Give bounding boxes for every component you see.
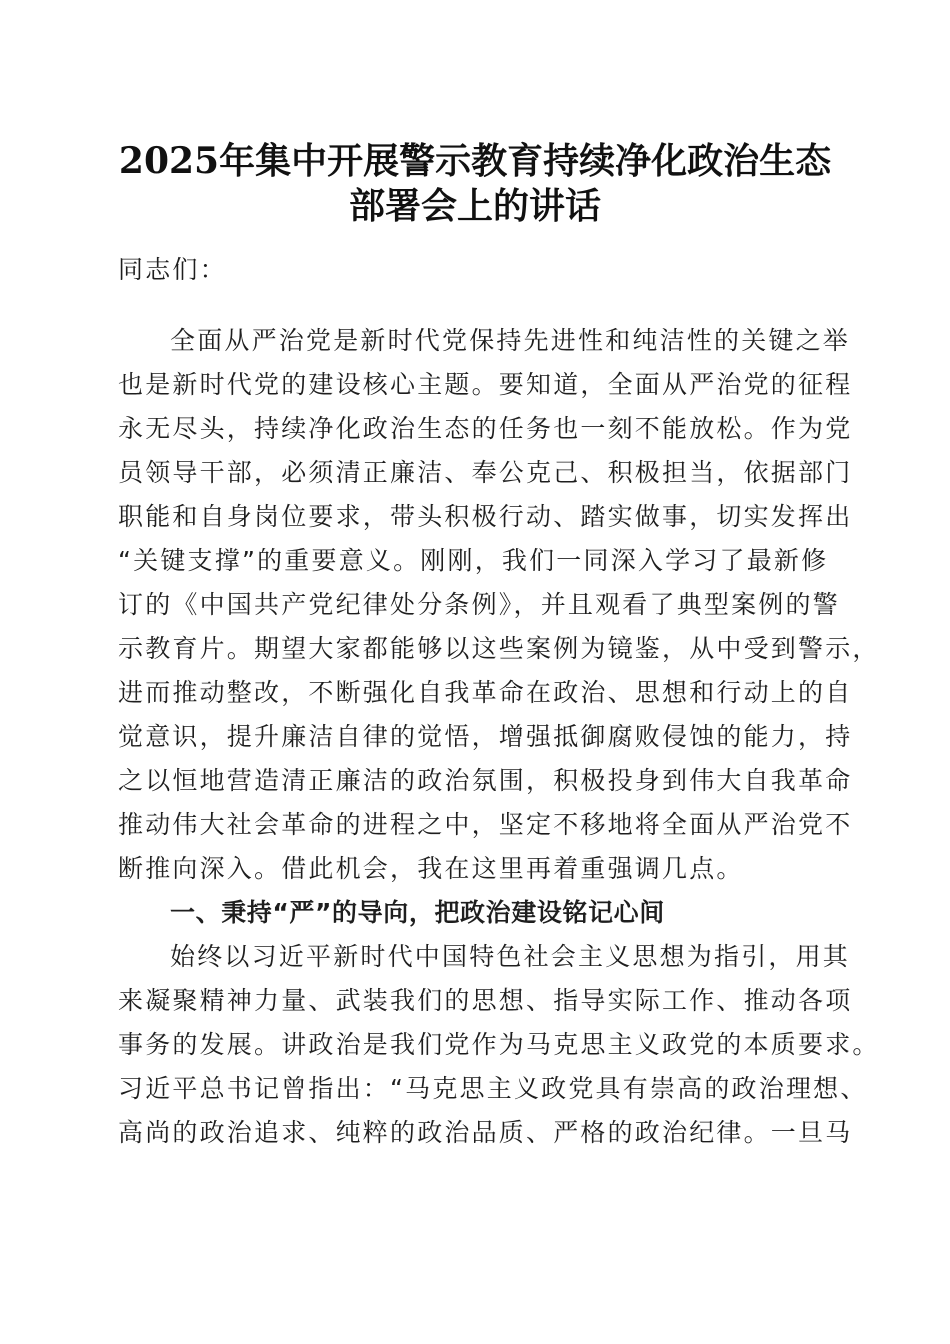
paragraph-line: 示教育片。期望大家都能够以这些案例为镜鉴，从中受到警示， [118,634,880,663]
paragraph-line: 也是新时代党的建设核心主题。要知道，全面从严治党的征程 [118,370,853,399]
paragraph-line: 之以恒地营造清正廉洁的政治氛围，积极投身到伟大自我革命 [118,766,853,795]
paragraph-line: 全面从严治党是新时代党保持先进性和纯洁性的关键之举 [170,326,851,355]
paragraph-line: 习近平总书记曾指出：“马克思主义政党具有崇高的政治理想、 [118,1074,868,1103]
salutation: 同志们： [118,255,227,284]
paragraph-line: 订的《中国共产党纪律处分条例》，并且观看了典型案例的警 [118,590,840,619]
paragraph-line: 职能和自身岗位要求，带头积极行动、踏实做事，切实发挥出 [118,502,853,531]
section-heading: 一、秉持“严”的导向，把政治建设铭记心间 [170,898,665,927]
paragraph-line: 来凝聚精神力量、武装我们的思想、指导实际工作、推动各项 [118,986,853,1015]
paragraph-line: 断推向深入。借此机会，我在这里再着重强调几点。 [118,854,744,883]
paragraph-line: 觉意识，提升廉洁自律的觉悟，增强抵御腐败侵蚀的能力，持 [118,722,853,751]
document-title-line-1: 2025年集中开展警示教育持续净化政治生态 [118,140,832,182]
paragraph-line: 员领导干部，必须清正廉洁、奉公克己、积极担当，依据部门 [118,458,853,487]
paragraph-line: 高尚的政治追求、纯粹的政治品质、严格的政治纪律。一旦马 [118,1118,853,1147]
paragraph-line: 进而推动整改，不断强化自我革命在政治、思想和行动上的自 [118,678,853,707]
paragraph-line: 事务的发展。讲政治是我们党作为马克思主义政党的本质要求。 [118,1030,880,1059]
paragraph-line: 推动伟大社会革命的进程之中，坚定不移地将全面从严治党不 [118,810,853,839]
paragraph-line: “关键支撑”的重要意义。刚刚，我们一同深入学习了最新修 [118,546,829,575]
paragraph-line: 永无尽头，持续净化政治生态的任务也一刻不能放松。作为党 [118,414,853,443]
document-title-line-2: 部署会上的讲话 [348,185,601,227]
paragraph-line: 始终以习近平新时代中国特色社会主义思想为指引，用其 [170,942,851,971]
